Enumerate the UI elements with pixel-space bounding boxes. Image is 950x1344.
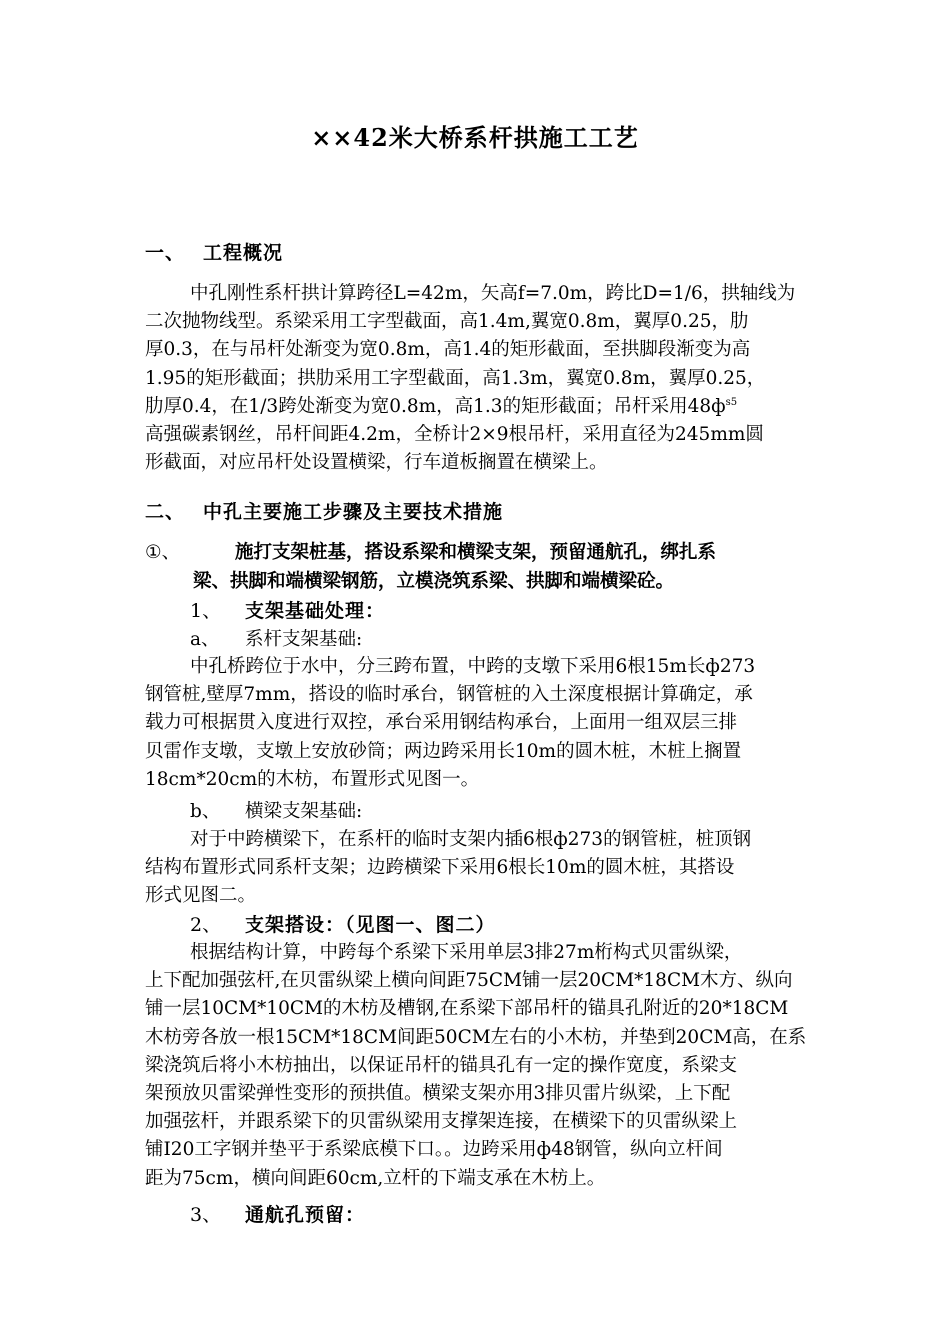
para-line: 中孔刚性系杆拱计算跨径L=42m，矢高f=7.0m，跨比D=1/6，拱轴线为 (190, 283, 796, 304)
para-line: 根据结构计算，中跨每个系梁下采用单层3排27m桁构式贝雷纵梁， (190, 942, 743, 963)
para-line: 载力可根据贯入度进行双控，承台采用钢结构承台，上面用一组双层三排 (145, 712, 738, 734)
para-line: 铺一层10CM*10CM的木枋及槽钢,在系梁下部吊杆的锚具孔附近的20*18CM (145, 998, 789, 1020)
subsection-title: 通航孔预留： (245, 1204, 366, 1226)
para-line: 距为75cm，横向间距60cm,立杆的下端支承在木枋上。 (145, 1167, 606, 1189)
para-line: 1.95的矩形截面；拱肋采用工字型截面，高1.3m，翼宽0.8m，翼厚0.25， (145, 367, 766, 389)
subsection-2-paragraph (145, 939, 880, 1193)
superscript: s5 (725, 396, 738, 408)
para-line: 铺I20工字钢并垫平于系梁底模下口。。边跨采用ф48钢管，纵向立杆间 (145, 1139, 723, 1161)
para-line: 结构布置形式同系杆支架；边跨横梁下采用6根长10m的圆木桩，其搭设 (145, 857, 735, 879)
item-title: 横梁支架基础: (245, 801, 363, 822)
para-line: 二次抛物线型。系梁采用工字型截面，高1.4m,翼宽0.8m，翼厚0.25，肋 (145, 311, 749, 333)
item-b (190, 798, 362, 826)
item-a (190, 626, 362, 654)
section-heading-1 (145, 238, 283, 265)
para-line: 梁浇筑后将小木枋抽出，以保证吊杆的锚具孔有一定的操作宽度，系梁支 (145, 1054, 738, 1076)
item-number: b、 (190, 801, 221, 822)
para-line: 木枋旁各放一根15CM*18CM间距50CM左右的小木枋，并垫到20CM高，在系 (145, 1026, 807, 1048)
step-line: 施打支架桩基，搭设系梁和横梁支架，预留通航孔，绑扎系 (235, 542, 717, 563)
para-line: 肋厚0.4，在1/3跨处渐变为宽0.8m，高1.3的矩形截面；吊杆采用$48ф^{s5}$ (145, 395, 738, 417)
section-number: 一、 (145, 242, 186, 264)
section-title: 中孔主要施工步骤及主要技术措施 (203, 501, 504, 523)
subsection-1 (190, 597, 385, 625)
para-line: 架预放贝雷梁弹性变形的预拱值。横梁支架亦用3排贝雷片纵梁，上下配 (145, 1083, 731, 1105)
para-line: 高强碳素钢丝，吊杆间距4.2m，全桥计2×9根吊杆，采用直径为245mm圆 (145, 424, 764, 446)
step-number: ①、 (145, 542, 181, 563)
section1-paragraph (145, 280, 880, 477)
step-1-heading (145, 538, 880, 596)
para-line: 18cm*20cm的木枋，布置形式见图一。 (145, 768, 480, 790)
para-line: 贝雷作支墩，支墩上安放砂筒；两边跨采用长10m的圆木桩，木桩上搁置 (145, 740, 742, 762)
item-title: 系杆支架基础: (245, 629, 363, 650)
section-title: 工程概况 (203, 242, 284, 264)
page-title: ××42米大桥系杆拱施工工艺 (311, 123, 639, 152)
para-line: 形截面，对应吊杆处设置横梁，行车道板搁置在横梁上。 (145, 452, 608, 474)
para-line: 上下配加强弦杆,在贝雷纵梁上横向间距75CM铺一层20CM*18CM木方、纵向 (145, 970, 793, 992)
subsection-number: 1、 (190, 600, 222, 622)
section-number: 二、 (145, 501, 186, 523)
step-line: 梁、拱脚和端横梁钢筋，立模浇筑系梁、拱脚和端横梁砼。 (193, 571, 675, 592)
subsection-2 (190, 911, 496, 939)
subsection-title: 支架基础处理： (245, 600, 386, 622)
para-line: 形式见图二。 (145, 885, 257, 907)
para-line: 厚0.3，在与吊杆处渐变为宽0.8m，高1.4的矩形截面，至拱脚段渐变为高 (145, 339, 751, 361)
section-heading-2 (145, 497, 503, 524)
para-line: 钢管桩,壁厚7mm，搭设的临时承台，钢管桩的入土深度根据计算确定，承 (145, 684, 753, 706)
subsection-title: 支架搭设：（见图一、图二） (245, 914, 496, 936)
para-line: 加强弦杆，并跟系梁下的贝雷纵梁用支撑架连接，在横梁下的贝雷纵梁上 (145, 1111, 738, 1133)
item-a-paragraph (145, 653, 880, 794)
subsection-3 (190, 1201, 365, 1229)
subsection-number: 3、 (190, 1204, 222, 1226)
para-line: 对于中跨横梁下，在系杆的临时支架内插6根ф273的钢管桩，桩顶钢 (190, 829, 752, 850)
item-number: a、 (190, 629, 220, 650)
item-b-paragraph (145, 826, 880, 911)
subsection-number: 2、 (190, 914, 222, 936)
para-line: 中孔桥跨位于水中，分三跨布置，中跨的支墩下采用6根15m长ф273 (190, 656, 756, 677)
